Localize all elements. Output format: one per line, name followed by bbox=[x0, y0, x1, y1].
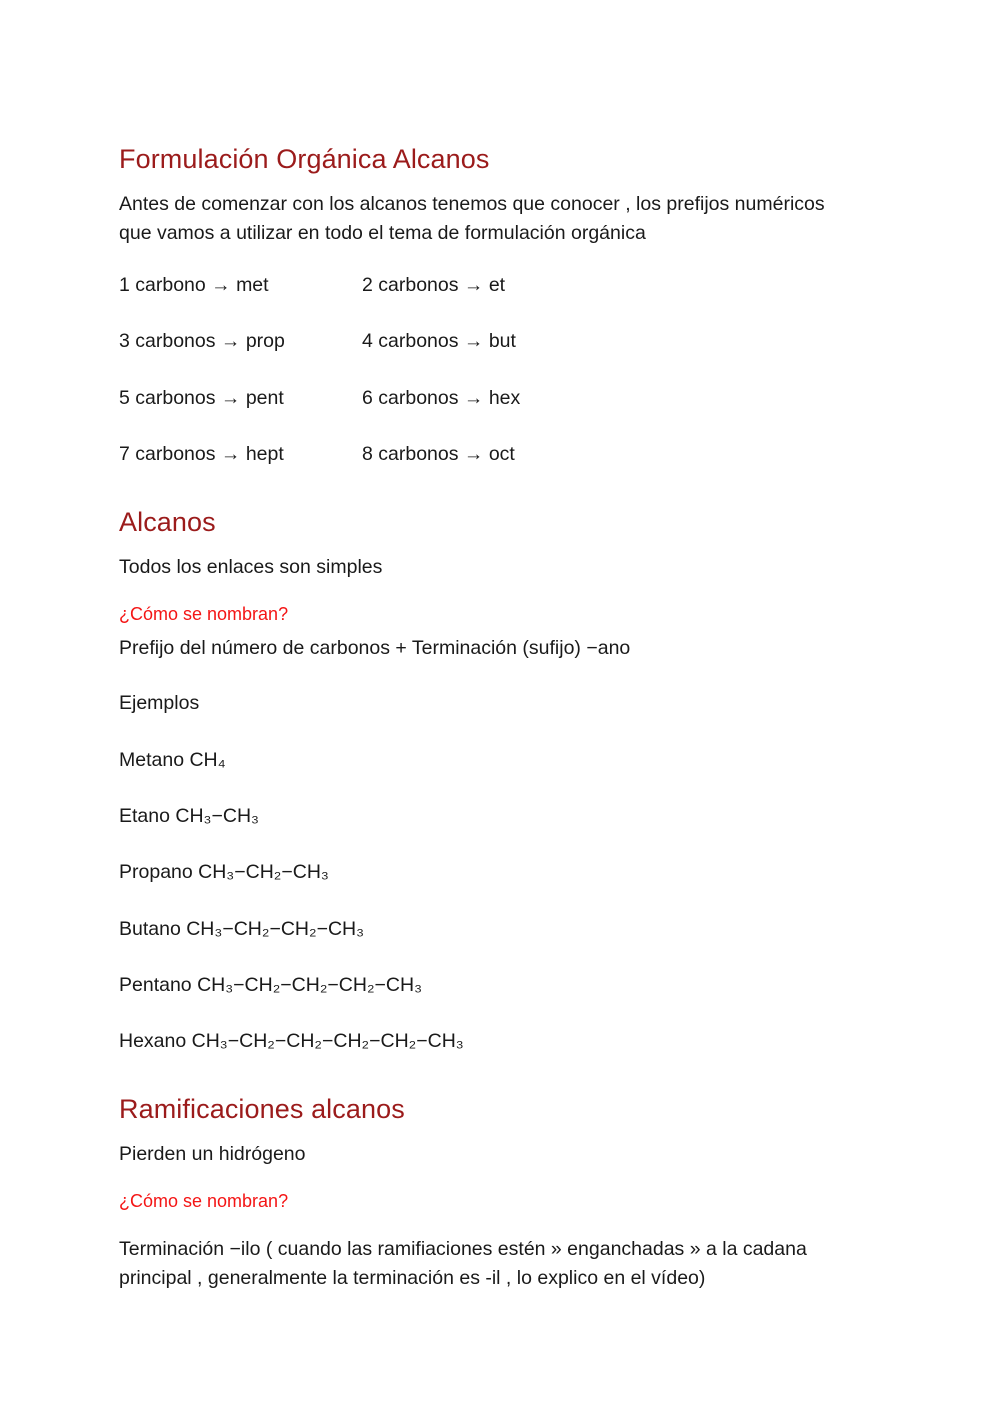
examples-label: Ejemplos bbox=[119, 692, 200, 715]
spacer bbox=[119, 719, 855, 746]
list-item: Butano CH₃−CH₂−CH₂−CH₃ bbox=[119, 917, 365, 940]
document-content bbox=[119, 144, 855, 1306]
intro-paragraph: Antes de comenzar con los alcanos tenemos que conocer , los prefijos numéricos que vamos a utilizar en todo el tema de formulación orgánica bbox=[119, 192, 825, 245]
ramificaciones-naming-question: ¿Cómo se nombran? bbox=[119, 1190, 289, 1211]
carbon-prefix-table bbox=[119, 271, 520, 469]
list-item: Hexano CH₃−CH₂−CH₂−CH₂−CH₂−CH₃ bbox=[119, 1030, 464, 1053]
alcanos-naming-rule: Prefijo del número de carbonos + Terminación (sufijo) −ano bbox=[119, 636, 631, 659]
alcanos-description: Todos los enlaces son simples bbox=[119, 555, 383, 578]
table-row bbox=[119, 327, 520, 383]
table-row bbox=[119, 440, 520, 469]
prefix-cell-left: 5 carbonos → pent bbox=[119, 386, 284, 409]
list-item: Propano CH₃−CH₂−CH₃ bbox=[119, 861, 329, 884]
ramificaciones-explanation: Terminación −ilo ( cuando las ramifiaciones estén » enganchadas » a la cadana principal , generalmente la terminación es -il , lo explico en el vídeo) bbox=[119, 1237, 807, 1290]
page-title: Formulación Orgánica Alcanos bbox=[119, 144, 490, 174]
prefix-cell-right: 6 carbonos → hex bbox=[362, 386, 521, 409]
prefix-table-body bbox=[119, 271, 520, 469]
prefix-cell-right: 4 carbonos → but bbox=[362, 330, 516, 353]
table-row bbox=[119, 384, 520, 440]
spacer bbox=[119, 1221, 855, 1235]
prefix-cell-right: 2 carbonos → et bbox=[362, 274, 506, 297]
alcanos-naming-question: ¿Cómo se nombran? bbox=[119, 603, 289, 624]
ramificaciones-description: Pierden un hidrógeno bbox=[119, 1143, 306, 1166]
prefix-cell-left: 1 carbono → met bbox=[119, 274, 269, 297]
prefix-cell-left: 3 carbonos → prop bbox=[119, 330, 285, 353]
list-item: Etano CH₃−CH₃ bbox=[119, 805, 259, 828]
list-item: Pentano CH₃−CH₂−CH₂−CH₂−CH₃ bbox=[119, 973, 423, 996]
list-item: Metano CH₄ bbox=[119, 748, 226, 771]
section-heading-alcanos: Alcanos bbox=[119, 507, 216, 538]
prefix-cell-right: 8 carbonos → oct bbox=[362, 442, 515, 465]
prefix-cell-left: 7 carbonos → hept bbox=[119, 442, 284, 465]
spacer bbox=[119, 675, 855, 689]
section-heading-ramificaciones: Ramificaciones alcanos bbox=[119, 1094, 405, 1125]
alkane-examples-list bbox=[119, 746, 855, 1057]
table-row bbox=[119, 271, 520, 327]
